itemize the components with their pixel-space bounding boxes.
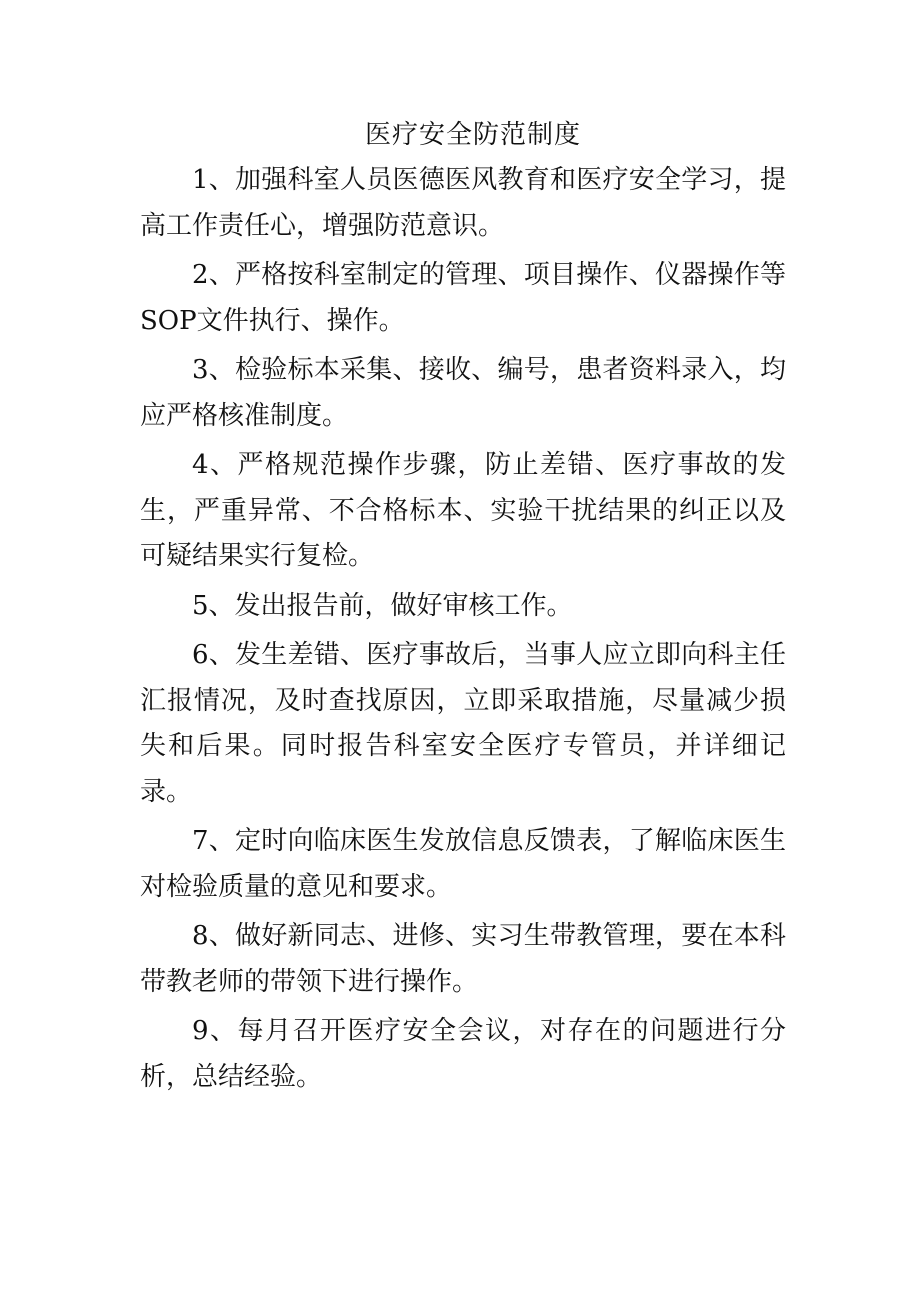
clause-7: 7、定时向临床医生发放信息反馈表，了解临床医生对检验质量的意见和要求。	[140, 826, 786, 902]
clause-8: 8、做好新同志、进修、实习生带教管理，要在本科带教老师的带领下进行操作。	[140, 921, 786, 997]
document-body	[140, 113, 786, 1104]
clause-2: 2、严格按科室制定的管理、项目操作、仪器操作等SOP文件执行、操作。	[140, 260, 786, 336]
clause-1: 1、加强科室人员医德医风教育和医疗安全学习，提高工作责任心，增强防范意识。	[140, 165, 786, 241]
clause-3: 3、检验标本采集、接收、编号，患者资料录入，均应严格核准制度。	[140, 355, 786, 431]
clause-5: 5、发出报告前，做好审核工作。	[192, 590, 573, 621]
clause-4: 4、严格规范操作步骤，防止差错、医疗事故的发生，严重异常、不合格标本、实验干扰结果的纠正以及可疑结果实行复检。	[140, 450, 786, 571]
document-title: 医疗安全防范制度	[364, 120, 581, 150]
clause-9: 9、每月召开医疗安全会议，对存在的问题进行分析，总结经验。	[140, 1016, 786, 1092]
clause-6: 6、发生差错、医疗事故后，当事人应立即向科主任汇报情况，及时查找原因，立即采取措施，尽量减少损失和后果。同时报告科室安全医疗专管员，并详细记录。	[140, 640, 786, 807]
